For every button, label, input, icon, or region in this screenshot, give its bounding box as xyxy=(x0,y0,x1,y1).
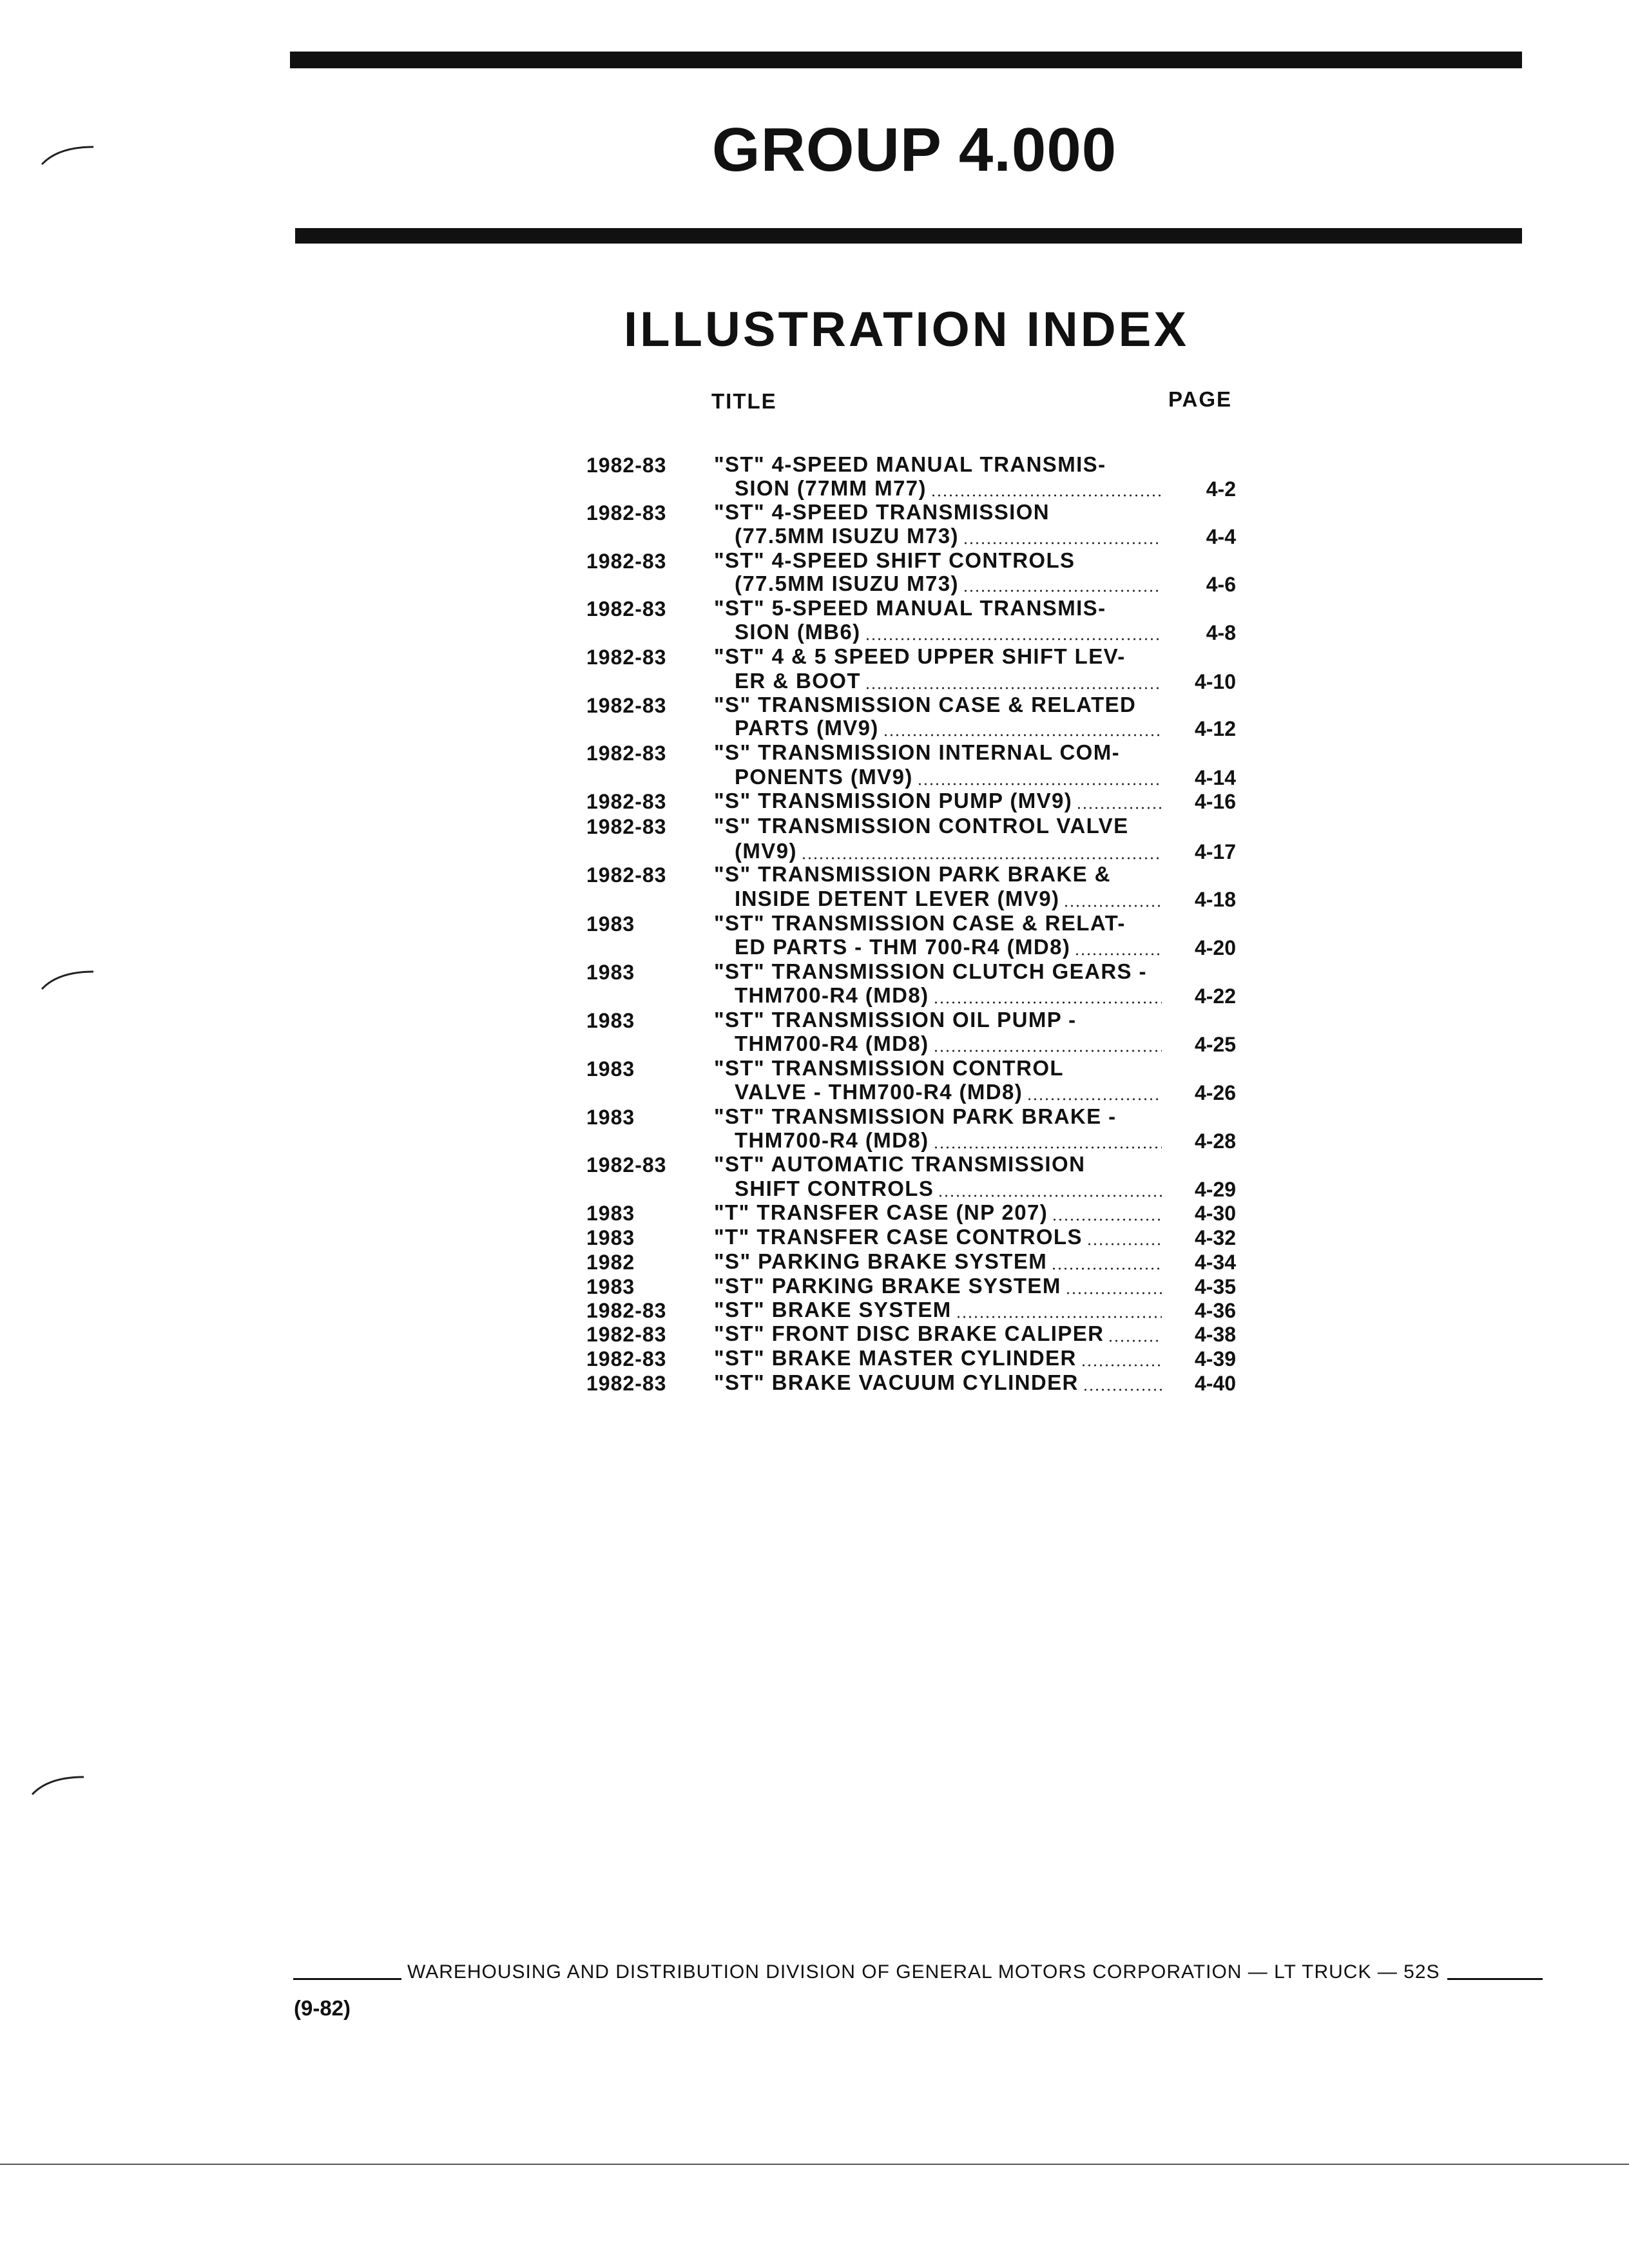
leader-dots xyxy=(963,542,1162,544)
entry-title-text: "ST" TRANSMISSION CASE & RELAT- xyxy=(714,911,1126,935)
entry-page: 4-12 xyxy=(1194,717,1236,740)
entry-title-text: "ST" 4 & 5 SPEED UPPER SHIFT LEV- xyxy=(714,644,1126,668)
entry-year: 1983 xyxy=(586,1009,635,1032)
entry-year: 1982-83 xyxy=(586,1299,667,1322)
entry-title-text: "T" TRANSFER CASE (NP 207) xyxy=(714,1200,1048,1224)
entry-year: 1982-83 xyxy=(586,694,667,717)
entry-title-text: "ST" 4-SPEED SHIFT CONTROLS xyxy=(714,548,1075,572)
entry-title-text: "S" PARKING BRAKE SYSTEM xyxy=(714,1249,1048,1273)
entry-title-line xyxy=(714,501,1050,523)
leader-dots xyxy=(1083,1389,1162,1391)
entry-title-text: ED PARTS - THM 700-R4 (MD8) xyxy=(735,935,1071,959)
entry-title-line xyxy=(735,1033,929,1054)
entry-page: 4-39 xyxy=(1194,1347,1236,1370)
entry-title-line xyxy=(735,1081,1023,1102)
leader-dots xyxy=(1052,1218,1162,1221)
entry-year: 1983 xyxy=(586,961,635,984)
entry-title-line xyxy=(735,477,927,499)
entry-title-text: THM700-R4 (MD8) xyxy=(735,1128,929,1152)
entry-title-text: "ST" AUTOMATIC TRANSMISSION xyxy=(714,1152,1086,1176)
entry-page: 4-25 xyxy=(1194,1033,1236,1056)
leader-dots xyxy=(1051,1267,1162,1270)
entry-title-line xyxy=(735,1178,934,1199)
entry-title-text: SION (MB6) xyxy=(735,620,861,644)
entry-title-text: "ST" PARKING BRAKE SYSTEM xyxy=(714,1274,1061,1298)
entry-title-text: THM700-R4 (MD8) xyxy=(735,983,929,1007)
entry-title-text: PONENTS (MV9) xyxy=(735,765,913,789)
leader-dots xyxy=(801,857,1162,860)
entry-page: 4-32 xyxy=(1194,1226,1236,1249)
entry-title-line xyxy=(714,1226,1083,1247)
entry-title-line xyxy=(735,985,929,1006)
entry-title-text: ER & BOOT xyxy=(735,669,861,693)
entry-title-text: "S" TRANSMISSION CONTROL VALVE xyxy=(714,814,1129,838)
entry-year: 1983 xyxy=(586,1057,635,1081)
entry-page: 4-40 xyxy=(1194,1372,1236,1395)
entry-title-line xyxy=(714,550,1075,571)
entry-page: 4-28 xyxy=(1194,1129,1236,1153)
entry-page: 4-4 xyxy=(1206,525,1236,548)
entry-title-text: (MV9) xyxy=(735,839,797,863)
index-title: ILLUSTRATION INDEX xyxy=(624,302,1190,357)
entry-year: 1982-83 xyxy=(586,1323,667,1346)
entry-title-line xyxy=(714,1299,952,1320)
entry-title-text: THM700-R4 (MD8) xyxy=(735,1032,929,1055)
leader-dots xyxy=(933,1050,1162,1052)
entry-title-text: "ST" 5-SPEED MANUAL TRANSMIS- xyxy=(714,596,1106,620)
entry-title-text: "ST" FRONT DISC BRAKE CALIPER xyxy=(714,1321,1104,1345)
footer-rule-left xyxy=(293,1978,401,1980)
leader-dots xyxy=(1074,953,1162,956)
entry-page: 4-29 xyxy=(1194,1178,1236,1201)
leader-dots xyxy=(865,687,1162,689)
entry-year: 1982-83 xyxy=(586,597,667,620)
leader-dots xyxy=(883,734,1162,736)
entry-title-text: "T" TRANSFER CASE CONTROLS xyxy=(714,1225,1083,1249)
entry-year: 1982-83 xyxy=(586,1372,667,1395)
entry-title-text: (77.5MM ISUZU M73) xyxy=(735,524,959,548)
entry-year: 1982-83 xyxy=(586,501,667,524)
entry-year: 1982-83 xyxy=(586,742,667,765)
entry-title-text: VALVE - THM700-R4 (MD8) xyxy=(735,1080,1023,1104)
entry-title-text: SHIFT CONTROLS xyxy=(735,1177,934,1200)
entry-title-text: "ST" BRAKE VACUUM CYLINDER xyxy=(714,1370,1079,1394)
entry-page: 4-14 xyxy=(1194,766,1236,789)
entry-year: 1983 xyxy=(586,1275,635,1298)
leader-dots xyxy=(1063,905,1162,907)
entry-title-text: "ST" TRANSMISSION OIL PUMP - xyxy=(714,1008,1077,1032)
entry-title-text: "S" TRANSMISSION CASE & RELATED xyxy=(714,693,1137,716)
entry-title-line xyxy=(735,621,861,642)
entry-title-line xyxy=(735,766,913,787)
entry-page: 4-36 xyxy=(1194,1299,1236,1322)
entry-title-line xyxy=(714,742,1120,763)
footer-rule-right xyxy=(1447,1978,1543,1980)
entry-year: 1982-83 xyxy=(586,1153,667,1177)
column-header-title: TITLE xyxy=(711,389,777,413)
entry-title-line xyxy=(714,1275,1061,1296)
group-title: GROUP 4.000 xyxy=(711,115,1117,184)
entry-page: 4-10 xyxy=(1194,670,1236,693)
entry-title-text: "S" TRANSMISSION PUMP (MV9) xyxy=(714,789,1073,812)
entry-page: 4-6 xyxy=(1206,573,1236,596)
entry-page: 4-35 xyxy=(1194,1275,1236,1298)
footer-text: WAREHOUSING AND DISTRIBUTION DIVISION OF GENERAL MOTORS CORPORATION — LT TRUCK — 52S xyxy=(407,1961,1440,1983)
leader-dots xyxy=(930,494,1162,497)
scan-mark xyxy=(39,966,97,992)
leader-dots xyxy=(1108,1340,1162,1342)
entry-page: 4-38 xyxy=(1194,1323,1236,1346)
entry-title-line xyxy=(714,1323,1104,1344)
leader-dots xyxy=(1027,1098,1162,1100)
leader-dots xyxy=(963,590,1162,592)
entry-year: 1982-83 xyxy=(586,454,667,477)
entry-title-text: (77.5MM ISUZU M73) xyxy=(735,572,959,595)
entry-title-text: "ST" BRAKE SYSTEM xyxy=(714,1298,952,1321)
entry-page: 4-17 xyxy=(1194,840,1236,863)
entry-title-line xyxy=(714,597,1106,619)
entry-title-text: PARTS (MV9) xyxy=(735,716,879,740)
entry-title-line xyxy=(735,888,1059,909)
entry-year: 1982-83 xyxy=(586,863,667,887)
entry-title-line xyxy=(714,646,1126,667)
leader-dots xyxy=(956,1316,1162,1318)
entry-page: 4-8 xyxy=(1206,621,1236,644)
entry-year: 1982-83 xyxy=(586,815,667,838)
entry-year: 1982-83 xyxy=(586,646,667,669)
entry-title-line xyxy=(714,1202,1048,1223)
leader-dots xyxy=(1081,1364,1162,1367)
entry-title-line xyxy=(714,1106,1117,1127)
entry-year: 1982 xyxy=(586,1251,635,1274)
entry-title-line xyxy=(735,670,861,691)
entry-page: 4-16 xyxy=(1194,790,1236,813)
entry-title-text: "S" TRANSMISSION PARK BRAKE & xyxy=(714,862,1111,886)
entry-title-text: INSIDE DETENT LEVER (MV9) xyxy=(735,887,1060,910)
entry-year: 1983 xyxy=(586,1106,635,1129)
entry-title-text: "S" TRANSMISSION INTERNAL COM- xyxy=(714,740,1121,764)
entry-page: 4-18 xyxy=(1194,888,1236,911)
entry-title-line xyxy=(735,1129,929,1151)
leader-dots xyxy=(933,1001,1162,1004)
leader-dots xyxy=(1086,1243,1162,1245)
leader-dots xyxy=(1065,1292,1162,1294)
entry-page: 4-34 xyxy=(1194,1251,1236,1274)
scan-mark xyxy=(29,1772,87,1798)
scan-edge-line xyxy=(0,2164,1629,2165)
entry-title-line xyxy=(714,694,1136,715)
entry-title-line xyxy=(735,840,797,861)
leader-dots xyxy=(1076,807,1162,809)
entry-title-text: "ST" 4-SPEED TRANSMISSION xyxy=(714,500,1050,524)
entry-title-line xyxy=(714,1251,1047,1272)
leader-dots xyxy=(933,1146,1162,1149)
entry-title-line xyxy=(714,815,1129,836)
entry-title-line xyxy=(714,1153,1085,1175)
entry-title-text: "ST" 4-SPEED MANUAL TRANSMIS- xyxy=(714,452,1106,476)
entry-title-text: "ST" BRAKE MASTER CYLINDER xyxy=(714,1346,1077,1370)
column-header-page: PAGE xyxy=(1168,387,1233,411)
entry-title-text: "ST" TRANSMISSION CONTROL xyxy=(714,1056,1064,1080)
entry-title-line xyxy=(735,936,1070,957)
entry-page: 4-2 xyxy=(1206,477,1236,501)
entry-title-text: SION (77MM M77) xyxy=(735,476,927,500)
entry-title-text: "ST" TRANSMISSION CLUTCH GEARS - xyxy=(714,959,1147,983)
entry-title-line xyxy=(735,573,959,594)
scan-mark xyxy=(39,142,97,168)
leader-dots xyxy=(865,638,1162,640)
entry-page: 4-22 xyxy=(1194,985,1236,1008)
entry-page: 4-30 xyxy=(1194,1202,1236,1225)
entry-year: 1983 xyxy=(586,912,635,936)
entry-title-line xyxy=(735,717,879,738)
leader-dots xyxy=(938,1195,1162,1197)
entry-year: 1983 xyxy=(586,1226,635,1249)
entry-title-line xyxy=(714,1009,1076,1030)
footer-date: (9-82) xyxy=(294,1996,351,2020)
entry-title-text: "ST" TRANSMISSION PARK BRAKE - xyxy=(714,1104,1117,1128)
entry-title-line xyxy=(714,863,1111,885)
entry-title-line xyxy=(735,525,959,546)
entry-page: 4-26 xyxy=(1194,1081,1236,1104)
entry-year: 1983 xyxy=(586,1202,635,1225)
entry-title-line xyxy=(714,912,1126,934)
entry-page: 4-20 xyxy=(1194,936,1236,959)
entry-title-line xyxy=(714,1372,1079,1393)
entry-title-line xyxy=(714,454,1106,475)
entry-title-line xyxy=(714,1057,1064,1079)
entry-year: 1982-83 xyxy=(586,790,667,813)
entry-title-line xyxy=(714,961,1147,982)
leader-dots xyxy=(917,783,1162,785)
entry-year: 1982-83 xyxy=(586,1347,667,1370)
entry-year: 1982-83 xyxy=(586,550,667,573)
entry-title-line xyxy=(714,1347,1077,1369)
entry-title-line xyxy=(714,790,1072,811)
